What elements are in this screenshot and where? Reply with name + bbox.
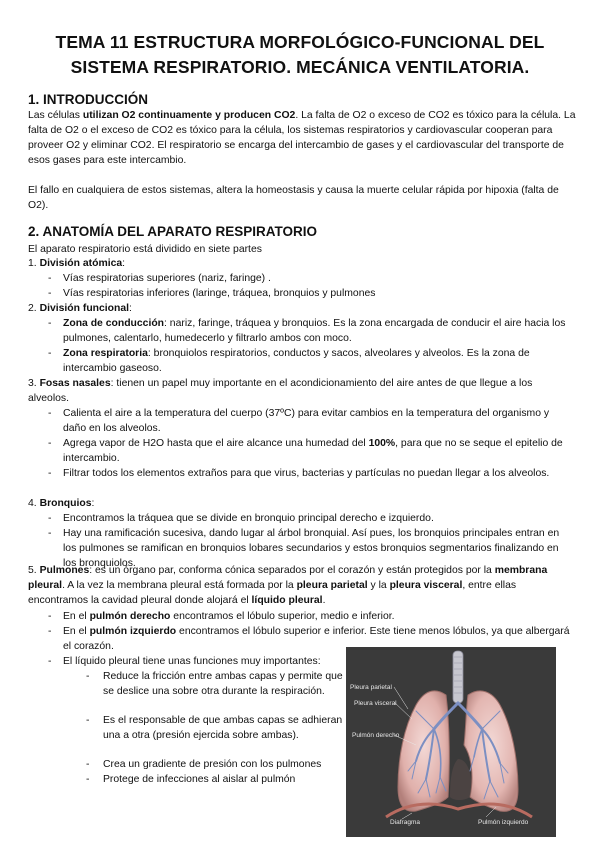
bold-run: pleura visceral bbox=[389, 580, 463, 591]
label-pleura-parietal: Pleura parietal bbox=[350, 684, 392, 691]
dash: - bbox=[48, 468, 52, 479]
label-pulmon-derecho: Pulmón derecho bbox=[352, 732, 400, 739]
list-item-division-atomica: 1. División atómica: bbox=[28, 258, 126, 269]
item-number: 3. bbox=[28, 378, 40, 389]
nested-subitem: Protege de infecciones al aislar al pulmón bbox=[103, 774, 296, 785]
list-item-pulmones bbox=[28, 563, 576, 608]
list-subitem: Vías respiratorias superiores (nariz, faringe) . bbox=[63, 273, 271, 284]
bold-run: líquido pleural bbox=[251, 595, 323, 606]
title-line-1: TEMA 11 ESTRUCTURA MORFOLÓGICO-FUNCIONAL DEL bbox=[55, 32, 545, 52]
label-pleura-visceral: Pleura visceral bbox=[354, 700, 397, 707]
intro-paragraph-2: El fallo en cualquiera de estos sistemas, altera la homeostasis y causa la muerte celular rápida por hipoxia (falta de O2). bbox=[28, 185, 559, 211]
text-run: . A la vez la membrana pleural está formada por la bbox=[62, 580, 297, 591]
page-title bbox=[30, 30, 570, 80]
dash: - bbox=[48, 273, 52, 284]
list-subitem: Encontramos la tráquea que se divide en bronquio principal derecho e izquierdo. bbox=[63, 513, 434, 524]
item-title: Bronquios bbox=[39, 498, 92, 509]
text-run: . La falta de O2 o exceso de CO2 es tóxico para la célula. La falta de O2 o el exceso de CO2 es tóxico para la célula, los sistemas respiratorios y cardiovascular cooperan para proveer O2 y eliminar CO2. El respiratorio se encarga del intercambio de gases y el cardiovascular del transporte de esos gases para este intercambio. bbox=[28, 110, 576, 166]
item-number: 1. bbox=[28, 258, 40, 269]
intro-paragraph-1 bbox=[28, 108, 576, 168]
text-run: y la bbox=[367, 580, 390, 591]
list-item-division-funcional: 2. División funcional: bbox=[28, 303, 132, 314]
label-diafragma: Diafragma bbox=[390, 819, 420, 826]
item-number: 2. bbox=[28, 303, 40, 314]
text-run: , para que no se seque el epitelio de intercambio. bbox=[63, 438, 563, 464]
trachea bbox=[453, 651, 463, 703]
text-run: , entre ellas encontramos la cavidad pleural donde alojará el bbox=[28, 580, 517, 606]
list-subitem-zona-conduccion bbox=[63, 316, 573, 346]
dash: - bbox=[48, 513, 52, 524]
text-run: : tienen un papel muy importante en el acondicionamiento del aire antes de que llegue a los alveolos. bbox=[28, 378, 533, 404]
section-heading-introduccion: 1. INTRODUCCIÓN bbox=[28, 92, 149, 107]
list-item-bronquios bbox=[28, 496, 576, 511]
list-subitem: Vías respiratorias inferiores (laringe, tráquea, bronquios y pulmones bbox=[63, 288, 376, 299]
text-run: : bbox=[91, 498, 95, 509]
text-run: En el bbox=[63, 626, 90, 637]
lungs-svg bbox=[346, 647, 556, 837]
list-subitem: Filtrar todos los elementos extraños para que virus, bacterias y partículas no puedan llegar a los alveolos. bbox=[63, 468, 550, 479]
bold-run: pleura parietal bbox=[296, 580, 368, 591]
bold-run: Zona de conducción bbox=[63, 318, 165, 329]
list-subitem bbox=[63, 436, 573, 466]
list-subitem: Hay una ramificación sucesiva, dando lugar al árbol bronquial. Así pues, los bronquios principales entran en los pulmones se ramifican en bronquios lobares secundarios y estos bronquios segmentarios finalizando en los bronquiolos. bbox=[63, 528, 560, 569]
dash: - bbox=[48, 438, 52, 449]
dash: - bbox=[86, 715, 90, 726]
item-title: División atómica bbox=[39, 258, 123, 269]
section-heading-anatomia: 2. ANATOMÍA DEL APARATO RESPIRATORIO bbox=[28, 224, 318, 239]
dash: - bbox=[48, 408, 52, 419]
text-run: Las células bbox=[28, 110, 83, 121]
bold-run: utilizan O2 continuamente y producen CO2 bbox=[82, 110, 296, 121]
item-title: Pulmones bbox=[39, 565, 90, 576]
dash: - bbox=[48, 318, 52, 329]
text-run: : bronquiolos respiratorios, conductos y sacos, alveolares y alveolos. Es la zona de intercambio gaseoso. bbox=[63, 348, 530, 374]
list-subitem: Calienta el aire a la temperatura del cuerpo (37ºC) para evitar cambios en la temperatura del organismo y daño en los alveolos. bbox=[63, 408, 550, 434]
lungs-illustration bbox=[346, 647, 556, 837]
text-run: encontramos el lóbulo superior, medio e inferior. bbox=[170, 611, 395, 622]
bold-run: pulmón izquierdo bbox=[89, 626, 177, 637]
figure-background bbox=[346, 647, 556, 837]
dash: - bbox=[86, 671, 90, 682]
text-run: : es un órgano par, conforma cónica separados por el corazón y están protegidos por la bbox=[89, 565, 495, 576]
text-run: . bbox=[322, 595, 326, 606]
list-subitem-pulmon-derecho bbox=[63, 609, 573, 624]
bold-run: pulmón derecho bbox=[89, 611, 171, 622]
dash: - bbox=[86, 759, 90, 770]
dash: - bbox=[48, 528, 52, 539]
title-line-2: SISTEMA RESPIRATORIO. MECÁNICA VENTILATORIA. bbox=[70, 57, 530, 77]
anatomy-intro: El aparato respiratorio está dividido en siete partes bbox=[28, 244, 262, 255]
text-run: Agrega vapor de H2O hasta que el aire alcance una humedad del bbox=[63, 438, 369, 449]
dash: - bbox=[48, 288, 52, 299]
item-title: División funcional bbox=[39, 303, 130, 314]
bold-run: Zona respiratoria bbox=[63, 348, 148, 359]
dash: - bbox=[48, 348, 52, 359]
label-pulmon-izquierdo: Pulmón izquierdo bbox=[478, 819, 529, 826]
list-subitem-zona-respiratoria bbox=[63, 346, 573, 376]
text-run: encontramos el lóbulo superior e inferior. Este tiene menos lóbulos, ya que albergará el corazón. bbox=[63, 626, 570, 652]
bold-run: membrana pleural bbox=[28, 565, 548, 591]
list-subitem-liquido-pleural: El líquido pleural tiene unas funciones muy importantes: bbox=[63, 656, 321, 667]
dash: - bbox=[48, 626, 52, 637]
item-title: Fosas nasales bbox=[39, 378, 111, 389]
nested-subitem: Crea un gradiente de presión con los pulmones bbox=[103, 759, 322, 770]
text-run: En el bbox=[63, 611, 90, 622]
bold-run: 100% bbox=[368, 438, 396, 449]
dash: - bbox=[48, 611, 52, 622]
text-run: : nariz, faringe, tráquea y bronquios. Es la zona encargada de conducir el aire hacia los pulmones, calentarlo, humedecerlo y filtrarlo ambos con moco. bbox=[63, 318, 566, 344]
nested-subitem: Es el responsable de que ambas capas se adhieran una a otra (presión ejercida sobre ambas). bbox=[103, 715, 343, 741]
nested-subitem: Reduce la fricción entre ambas capas y permite que se deslice una sobre otra durante la respiración. bbox=[103, 671, 343, 697]
dash: - bbox=[48, 656, 52, 667]
dash: - bbox=[86, 774, 90, 785]
item-number: 4. bbox=[28, 498, 40, 509]
item-number: 5. bbox=[28, 565, 40, 576]
list-item-fosas-nasales bbox=[28, 376, 576, 406]
